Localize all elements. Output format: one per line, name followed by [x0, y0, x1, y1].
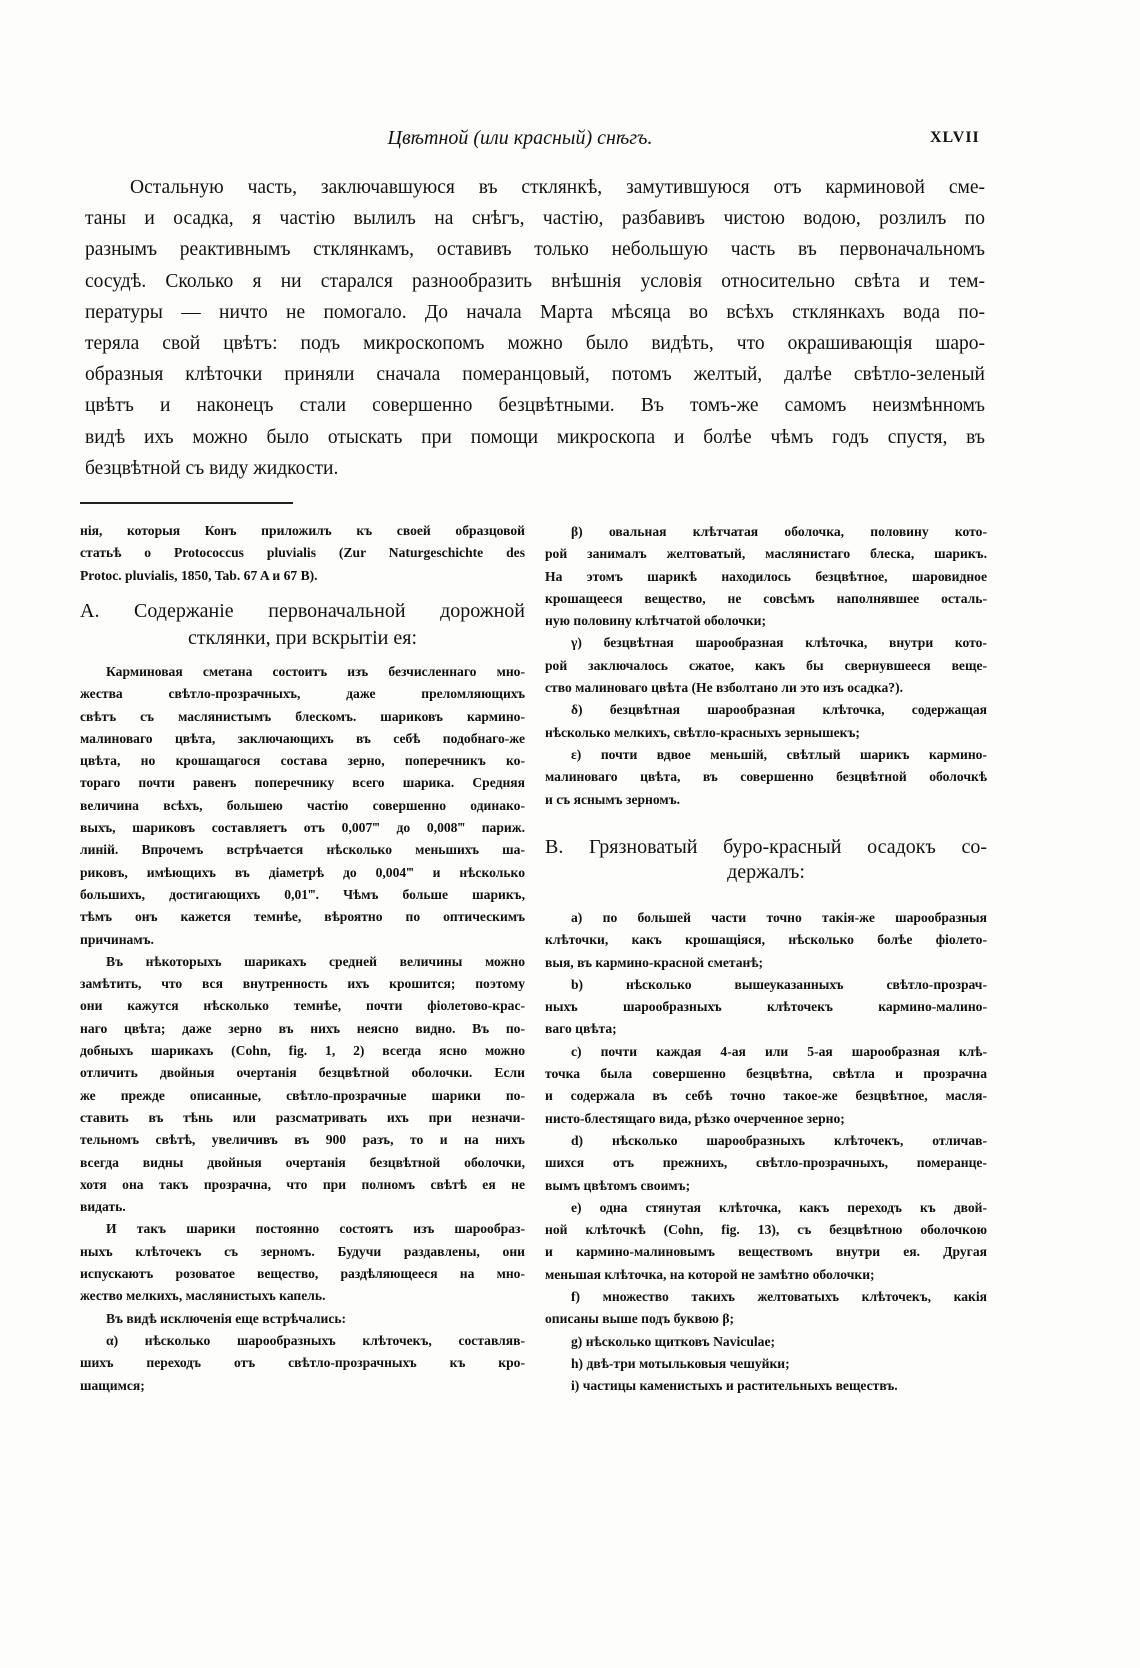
text-line: линій. Впрочемъ встрѣчается нѣсколько меньшихъ ша- [80, 842, 525, 858]
text-line: пературы — ничто не помогало. До начала Марта мѣсяца во всѣхъ стклянкахъ вода по- [85, 301, 985, 323]
text-line: цвѣта, но крошащагося состава зерно, поперечникъ ко- [80, 753, 525, 769]
text-line: вымъ цвѣтомъ своимъ; [545, 1177, 691, 1193]
text-line: и кармино-малиновымъ веществомъ внутри ея. Другая [545, 1244, 987, 1260]
text-line: малиноваго цвѣта, заключающихъ въ себѣ подобнаго-же [80, 730, 525, 746]
text-line: отличить двойныя очертанія безцвѣтной оболочки. Если [80, 1065, 525, 1081]
text-line: замѣтить, что вся внутренность ихъ крошится; поэтому [80, 976, 525, 992]
text-line: безцвѣтной съ виду жидкости. [85, 457, 339, 479]
text-line: ваго цвѣта; [545, 1021, 617, 1037]
text-line: нія, которыя Конъ приложилъ къ своей образцовой [80, 523, 525, 538]
paragraph [80, 598, 525, 652]
text-line: β) овальная клѣтчатая оболочка, половину кото- [571, 524, 987, 539]
paragraph [80, 1218, 525, 1307]
text-line: точка была совершенно безцвѣтна, свѣтла и прозрачна [545, 1066, 987, 1082]
text-line: ной клѣточкѣ (Cohn, fig. 13), съ безцвѣтною оболочкою [545, 1222, 987, 1238]
text-line: тѣмъ онъ кажется темнѣе, вѣроятно по оптическимъ [80, 909, 525, 925]
text-line: видѣ ихъ можно было отыскать при помощи микроскопа и болѣе чѣмъ годъ спустя, въ [85, 426, 985, 448]
paragraph [545, 1353, 987, 1375]
text-line: меньшая клѣточка, на которой не замѣтно оболочки; [545, 1266, 875, 1282]
text-line: d) нѣсколько шарообразныхъ клѣточекъ, отличав- [571, 1132, 987, 1148]
text-line: g) нѣсколько щитковъ Naviculae; [571, 1333, 776, 1349]
text-line: ную половину клѣтчатой оболочки; [545, 613, 767, 629]
text-line: стклянки, при вскрытіи ея: [187, 627, 418, 649]
text-line: испускаютъ розоватое вещество, раздѣляющееся на мно- [80, 1266, 525, 1282]
text-line: шихся отъ прежнихъ, свѣтло-прозрачныхъ, померанце- [545, 1155, 987, 1171]
paragraph [80, 661, 525, 951]
paragraph [545, 974, 987, 1041]
text-line: величина всѣхъ, большею частію совершенно одинако- [80, 797, 525, 813]
text-line: a) по большей части точно такія-же шарообразныя [571, 910, 987, 925]
paragraph [545, 521, 987, 632]
text-line: рой занималъ желтоватый, маслянистаго блеска, шарикъ. [545, 546, 987, 562]
text-line: они кажутся нѣсколько темнѣе, почти фіолетово-крас- [80, 998, 525, 1014]
text-line: наго цвѣта; даже зерно въ нихъ неясно видно. Въ по- [80, 1020, 525, 1036]
text-line: жества свѣтло-прозрачныхъ, даже преломляющихъ [80, 686, 525, 702]
paragraph [545, 744, 987, 811]
text-line: описаны выше подъ буквою β; [545, 1311, 735, 1327]
text-line: δ) безцвѣтная шарообразная клѣточка, содержащая [571, 702, 987, 718]
text-line: теряла свой цвѣтъ: подъ микроскопомъ можно было видѣть, что окрашивающія шаро- [85, 333, 985, 355]
text-line: причинамъ. [80, 931, 154, 947]
text-line: ε) почти вдвое меньшій, свѣтлый шарикъ кармино- [571, 746, 987, 762]
paragraph [80, 520, 525, 587]
right-column-items-continued [545, 521, 987, 811]
text-line: c) почти каждая 4-ая или 5-ая шарообразная клѣ- [571, 1043, 987, 1059]
text-line: выя, въ кармино-красной сметанѣ; [545, 954, 764, 970]
main-paragraph [85, 172, 985, 484]
left-column-body [80, 661, 525, 1397]
paragraph [80, 951, 525, 1219]
text-line: свѣтъ съ маслянистымъ блескомъ. шариковъ кармино- [80, 708, 525, 724]
paragraph [545, 1041, 987, 1130]
text-line: жество мелкихъ, маслянистыхъ капель. [80, 1288, 326, 1304]
text-line: тельномъ свѣтѣ, увеличивъ въ 900 разъ, то и на нихъ [80, 1132, 525, 1148]
text-line: образныя клѣточки приняли сначала померанцовый, потомъ желтый, далѣе свѣтло-зеленый [85, 364, 985, 386]
section-b-heading [545, 835, 987, 885]
text-line: и съ яснымъ зерномъ. [545, 791, 681, 807]
footnote-divider [80, 502, 293, 504]
text-line: В. Грязноватый буро-красный осадокъ со- [545, 836, 987, 858]
text-line: шащимся; [80, 1377, 145, 1393]
text-line: ныхъ клѣточекъ съ зерномъ. Будучи раздавлены, они [80, 1243, 525, 1259]
text-line: h) двѣ-три мотыльковыя чешуйки; [571, 1355, 790, 1371]
text-line: таны и осадка, я частію вылилъ на снѣгъ, частію, разбавивъ чистою водою, розлилъ по [85, 208, 985, 230]
text-line: ство малиноваго цвѣта (Не взболтано ли это изъ осадка?). [545, 680, 904, 696]
text-line: α) нѣсколько шарообразныхъ клѣточекъ, составляв- [106, 1332, 525, 1348]
text-line: И такъ шарики постоянно состоятъ изъ шарообраз- [106, 1221, 525, 1237]
text-line: крошащееся вещество, не совсѣмъ наполнявшее осталь- [545, 590, 987, 606]
text-line: i) частицы каменистыхъ и растительныхъ веществъ. [571, 1378, 898, 1394]
text-line: Въ нѣкоторыхъ шарикахъ средней величины можно [106, 953, 525, 969]
text-line: Protoc. pluvialis, 1850, Tab. 67 A и 67 B). [80, 567, 318, 583]
paragraph [545, 699, 987, 744]
text-line: добныхъ шарикахъ (Cohn, fig. 1, 2) всегда ясно можно [80, 1043, 525, 1059]
text-line: разнымъ реактивнымъ стклянкамъ, оставивъ только небольшую часть въ первоначальномъ [85, 239, 985, 261]
text-line: сосудѣ. Сколько я ни старался разнообразить внѣшнія условія относительно свѣта и тем- [85, 270, 985, 292]
paragraph [545, 1331, 987, 1353]
text-line: b) нѣсколько вышеуказанныхъ свѣтло-прозрач- [571, 976, 987, 992]
right-column-items [545, 907, 987, 1398]
text-line: нѣсколько мелкихъ, свѣтло-красныхъ зернышекъ; [545, 724, 860, 740]
text-line: нисто-блестящаго вида, рѣзко очерченное зерно; [545, 1110, 845, 1126]
paragraph [545, 835, 987, 885]
text-line: шихъ переходъ отъ свѣтло-прозрачныхъ къ кро- [80, 1355, 525, 1371]
text-line: большихъ, достигающихъ 0,01‴. Чѣмъ больше шарикъ, [80, 886, 525, 902]
text-line: тораго почти равенъ поперечнику всего шарика. Средняя [80, 775, 525, 791]
paragraph [545, 1197, 987, 1286]
text-line: риковъ, имѣющихъ въ діаметрѣ до 0,004‴ и нѣсколько [80, 864, 525, 880]
text-line: же прежде описанные, свѣтло-прозрачные шарики по- [80, 1087, 525, 1103]
text-line: Въ видѣ исключенія еще встрѣчались: [106, 1310, 347, 1326]
footnote [80, 520, 525, 587]
text-line: клѣточки, какъ крошащіяся, нѣсколько болѣе фіолето- [545, 932, 987, 948]
paragraph [80, 1330, 525, 1397]
page-number: XLVII [930, 129, 980, 146]
text-line: малиноваго цвѣта, въ совершенно безцвѣтной оболочкѣ [545, 769, 987, 785]
paragraph [545, 632, 987, 699]
text-line: выхъ, шариковъ составляетъ отъ 0,007‴ до 0,008‴ париж. [80, 820, 525, 836]
paragraph [80, 1308, 525, 1330]
section-a-heading [80, 598, 525, 652]
paragraph [545, 1130, 987, 1197]
text-line: всегда видны двойныя очертанія безцвѣтной оболочки, [80, 1154, 525, 1170]
text-line: Карминовая сметана состоитъ изъ безчисленнаго мно- [106, 664, 525, 679]
paragraph [545, 907, 987, 974]
text-line: держалъ: [727, 861, 805, 883]
paragraph [545, 1286, 987, 1331]
paragraph [85, 172, 985, 484]
text-line: f) множество такихъ желтоватыхъ клѣточекъ, какія [571, 1289, 987, 1305]
text-line: ныхъ шарообразныхъ клѣточекъ кармино-малино- [545, 999, 987, 1015]
text-line: рой заключалось сжатое, какъ бы свернувшееся веще- [545, 657, 987, 673]
text-line: статьѣ о Protococcus pluvialis (Zur Naturgeschichte des [80, 545, 525, 561]
text-line: хотя она такъ прозрачна, что при полномъ свѣтѣ ея не [80, 1176, 525, 1192]
text-line: цвѣтъ и наконецъ стали совершенно безцвѣтными. Въ томъ-же самомъ неизмѣнномъ [85, 395, 985, 417]
text-line: γ) безцвѣтная шарообразная клѣточка, внутри кото- [571, 635, 987, 651]
text-line: Остальную часть, заключавшуюся въ стклянкѣ, замутившуюся отъ карминовой сме- [130, 177, 985, 198]
text-line: А. Содержаніе первоначальной дорожной [80, 600, 525, 622]
paragraph [545, 1375, 987, 1397]
text-line: e) одна стянутая клѣточка, какъ переходъ къ двой- [571, 1199, 987, 1215]
text-line: и содержала въ себѣ точно такое-же безцвѣтное, масля- [545, 1088, 987, 1104]
running-title: Цвѣтной (или красный) снѣгъ. [387, 127, 653, 149]
text-line: На этомъ шарикѣ находилось безцвѣтное, шаровидное [545, 568, 987, 584]
text-line: видать. [80, 1199, 126, 1215]
text-line: ставить въ тѣнь или разсматривать ихъ при незначи- [80, 1109, 525, 1125]
